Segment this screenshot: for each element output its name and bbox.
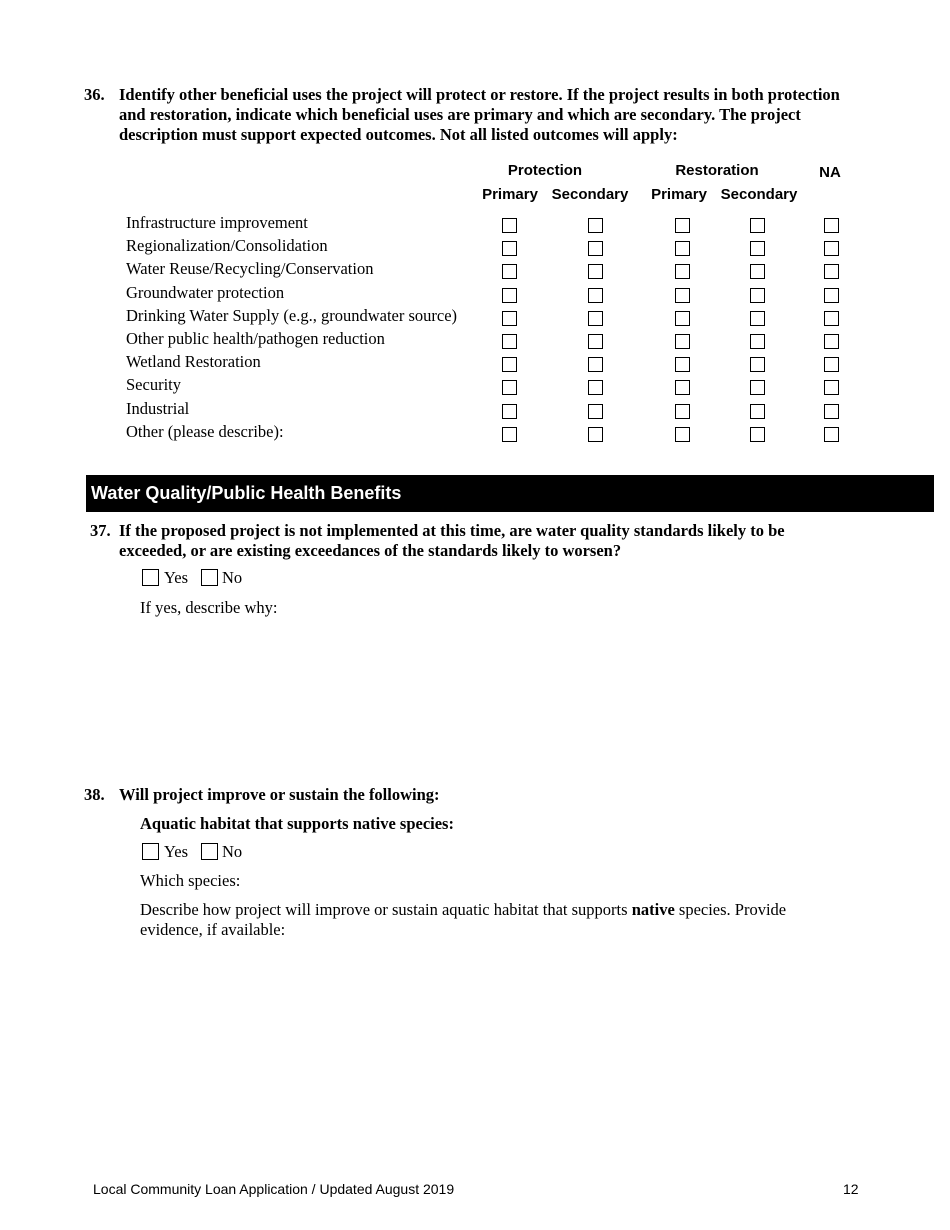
q38-no-label: No	[222, 842, 243, 861]
checkbox-restoration-secondary[interactable]	[750, 380, 765, 395]
checkbox-restoration-primary[interactable]	[675, 241, 690, 256]
q38-no-checkbox[interactable]	[201, 843, 218, 860]
checkbox-protection-secondary[interactable]	[588, 334, 603, 349]
beneficial-use-label: Wetland Restoration	[126, 352, 261, 372]
q38-yes-label: Yes	[164, 842, 189, 861]
checkbox-protection-secondary[interactable]	[588, 311, 603, 326]
checkbox-restoration-secondary[interactable]	[750, 288, 765, 303]
beneficial-use-label: Security	[126, 375, 181, 395]
header-protection-primary: Primary	[482, 186, 538, 203]
q37-yes-label: Yes	[164, 568, 189, 587]
checkbox-protection-primary[interactable]	[502, 241, 517, 256]
checkbox-protection-secondary[interactable]	[588, 241, 603, 256]
checkbox-na[interactable]	[824, 264, 839, 279]
q38-yes-checkbox[interactable]	[142, 843, 159, 860]
checkbox-restoration-primary[interactable]	[675, 357, 690, 372]
checkbox-restoration-secondary[interactable]	[750, 404, 765, 419]
header-na: NA	[819, 164, 841, 181]
checkbox-restoration-secondary[interactable]	[750, 427, 765, 442]
question-36-text: Identify other beneficial uses the project will protect or restore. If the project results in both protection and restoration, indicate which beneficial uses are primary and which are secondary. The project description must support expected outcomes. Not all listed outcomes will apply:	[119, 85, 840, 144]
q37-answer-area[interactable]	[140, 622, 860, 772]
checkbox-restoration-primary[interactable]	[675, 311, 690, 326]
checkbox-protection-primary[interactable]	[502, 427, 517, 442]
question-38-text: Will project improve or sustain the following:	[119, 785, 440, 804]
beneficial-use-label: Regionalization/Consolidation	[126, 236, 328, 256]
section-banner-water-quality: Water Quality/Public Health Benefits	[86, 475, 934, 512]
checkbox-restoration-secondary[interactable]	[750, 311, 765, 326]
header-restoration-secondary: Secondary	[720, 186, 798, 203]
checkbox-restoration-secondary[interactable]	[750, 334, 765, 349]
q38-answer-area[interactable]	[140, 945, 860, 1145]
checkbox-restoration-secondary[interactable]	[750, 241, 765, 256]
checkbox-restoration-secondary[interactable]	[750, 264, 765, 279]
beneficial-use-label: Industrial	[126, 398, 190, 418]
checkbox-na[interactable]	[824, 380, 839, 395]
checkbox-na[interactable]	[824, 357, 839, 372]
checkbox-na[interactable]	[824, 241, 839, 256]
question-37-number: 37.	[90, 521, 111, 540]
checkbox-protection-secondary[interactable]	[588, 380, 603, 395]
checkbox-restoration-secondary[interactable]	[750, 218, 765, 233]
checkbox-restoration-primary[interactable]	[675, 427, 690, 442]
beneficial-use-label: Drinking Water Supply (e.g., groundwater source)	[126, 305, 458, 325]
checkbox-protection-primary[interactable]	[502, 380, 517, 395]
checkbox-na[interactable]	[824, 334, 839, 349]
q38-describe-post: species. Provide evidence, if available:	[140, 900, 787, 939]
checkbox-protection-secondary[interactable]	[588, 404, 603, 419]
q38-describe-bold: native	[631, 900, 675, 919]
q37-yes-checkbox[interactable]	[142, 569, 159, 586]
q37-no-checkbox[interactable]	[201, 569, 218, 586]
checkbox-protection-primary[interactable]	[502, 334, 517, 349]
checkbox-na[interactable]	[824, 404, 839, 419]
q38-describe-pre: Describe how project will improve or sustain aquatic habitat that supports	[140, 900, 632, 919]
checkbox-protection-primary[interactable]	[502, 311, 517, 326]
q38-subheading: Aquatic habitat that supports native species:	[140, 814, 454, 833]
checkbox-restoration-primary[interactable]	[675, 380, 690, 395]
checkbox-protection-primary[interactable]	[502, 357, 517, 372]
checkbox-protection-primary[interactable]	[502, 264, 517, 279]
footer-text: Local Community Loan Application / Updated August 2019	[93, 1181, 455, 1197]
checkbox-na[interactable]	[824, 427, 839, 442]
q38-which-species-label: Which species:	[140, 871, 241, 890]
beneficial-use-label: Infrastructure improvement	[126, 213, 308, 232]
beneficial-use-label: Groundwater protection	[126, 282, 285, 302]
checkbox-protection-secondary[interactable]	[588, 218, 603, 233]
checkbox-restoration-primary[interactable]	[675, 288, 690, 303]
checkbox-restoration-primary[interactable]	[675, 334, 690, 349]
checkbox-protection-primary[interactable]	[502, 218, 517, 233]
footer-page-number: 12	[843, 1181, 859, 1197]
checkbox-protection-secondary[interactable]	[588, 427, 603, 442]
beneficial-use-label: Other (please describe):	[126, 421, 284, 441]
checkbox-na[interactable]	[824, 311, 839, 326]
header-protection-secondary: Secondary	[551, 186, 629, 203]
checkbox-restoration-primary[interactable]	[675, 404, 690, 419]
question-38-number: 38.	[84, 785, 105, 804]
question-36-number: 36.	[84, 85, 105, 104]
checkbox-protection-primary[interactable]	[502, 288, 517, 303]
checkbox-restoration-primary[interactable]	[675, 264, 690, 279]
checkbox-protection-secondary[interactable]	[588, 264, 603, 279]
q37-no-label: No	[222, 568, 243, 587]
beneficial-use-label: Other public health/pathogen reduction	[126, 329, 385, 348]
checkbox-protection-primary[interactable]	[502, 404, 517, 419]
checkbox-na[interactable]	[824, 218, 839, 233]
question-37-text: If the proposed project is not implemented at this time, are water quality standards likely to be exceeded, or are existing exceedances of the standards likely to worsen?	[119, 521, 785, 560]
checkbox-na[interactable]	[824, 288, 839, 303]
header-restoration: Restoration	[675, 162, 759, 179]
header-restoration-primary: Primary	[651, 186, 707, 203]
checkbox-restoration-secondary[interactable]	[750, 357, 765, 372]
header-protection: Protection	[507, 162, 583, 179]
checkbox-protection-secondary[interactable]	[588, 357, 603, 372]
checkbox-restoration-primary[interactable]	[675, 218, 690, 233]
q38-describe-prompt	[140, 900, 830, 940]
checkbox-protection-secondary[interactable]	[588, 288, 603, 303]
beneficial-use-label: Water Reuse/Recycling/Conservation	[126, 259, 374, 279]
q37-followup-label: If yes, describe why:	[140, 598, 278, 617]
